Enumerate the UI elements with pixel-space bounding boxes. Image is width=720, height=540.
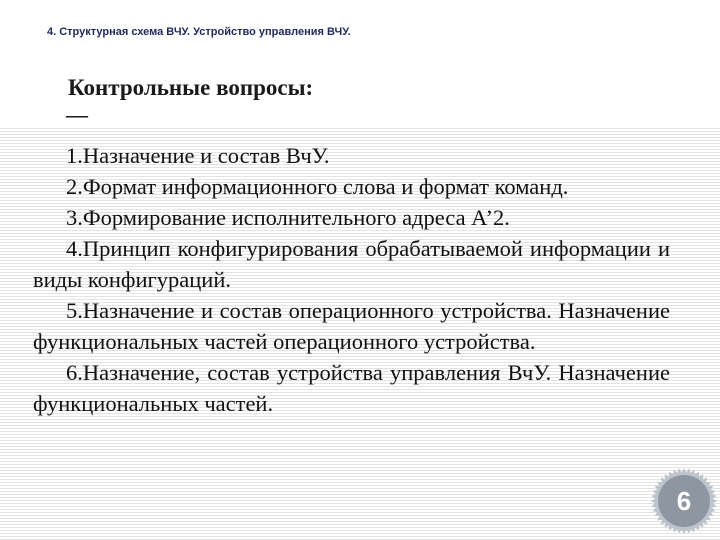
question-item-2: 2.Формат информационного слова и формат команд. [66,174,569,199]
questions-list [33,140,670,419]
question-item-4: 4.Принцип конфигурирования обрабатываемой информации и виды конфигураций. [33,236,670,292]
question-item-1: 1.Назначение и состав ВчУ. [66,143,330,168]
heading-dash: — [66,102,88,127]
question-item-6: 6.Назначение, состав устройства управления ВчУ. Назначение функциональных частей. [33,360,670,416]
question-item-5: 5.Назначение и состав операционного устройства. Назначение функциональных частей операционного устройства. [33,298,670,354]
slide-header-title: 4. Структурная схема ВЧУ. Устройство управления ВЧУ. [47,26,351,38]
question-item-3: 3.Формирование исполнительного адреса А’2. [66,205,510,230]
section-heading: Контрольные вопросы: [68,75,314,100]
page-number-badge [650,467,718,535]
page-number: 6 [676,485,692,516]
